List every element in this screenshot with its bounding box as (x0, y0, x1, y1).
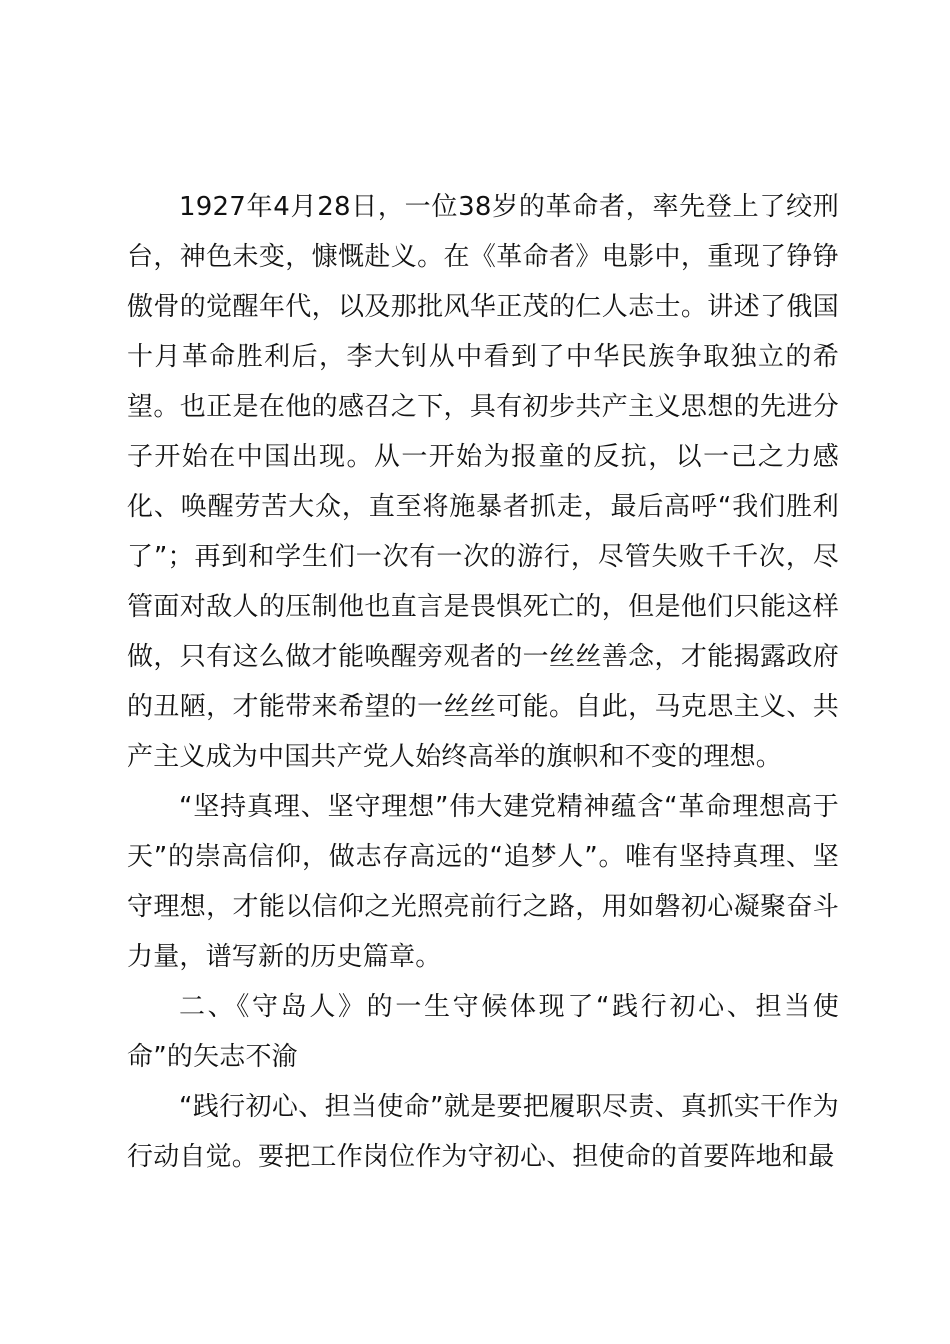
section-heading-island-guardian: 二、《守岛人》的一生守候体现了“践行初心、担当使命”的矢志不渝 (127, 992, 839, 1072)
document-body (127, 182, 839, 1182)
paragraph-revolutionary: 1927年4月28日，一位38岁的革命者，率先登上了绞刑台，神色未变，慷慨赴义。在《革命者》电影中，重现了铮铮傲骨的觉醒年代，以及那批风华正茂的仁人志士。讲述了俄国十月革命胜利后，李大钊从中看到了中华民族争取独立的希望。也正是在他的感召之下，具有初步共产主义思想的先进分子开始在中国出现。从一开始为报童的反抗，以一己之力感化、唤醒劳苦大众，直至将施暴者抓走，最后高呼“我们胜利了”；再到和学生们一次有一次的游行，尽管失败千千次，尽管面对敌人的压制他也直言是畏惧死亡的，但是他们只能这样做，只有这么做才能唤醒旁观者的一丝丝善念，才能揭露政府的丑陋，才能带来希望的一丝丝可能。自此，马克思主义、共产主义成为中国共产党人始终高举的旗帜和不变的理想。 (127, 192, 839, 772)
paragraph-truth-ideals: “坚持真理、坚守理想”伟大建党精神蕴含“革命理想高于天”的崇高信仰，做志存高远的“追梦人”。唯有坚持真理、坚守理想，才能以信仰之光照亮前行之路，用如磐初心凝聚奋斗力量，谱写新的历史篇章。 (127, 792, 839, 972)
paragraph-mission: “践行初心、担当使命”就是要把履职尽责、真抓实干作为行动自觉。要把工作岗位作为守初心、担使命的首要阵地和最 (127, 1092, 839, 1172)
